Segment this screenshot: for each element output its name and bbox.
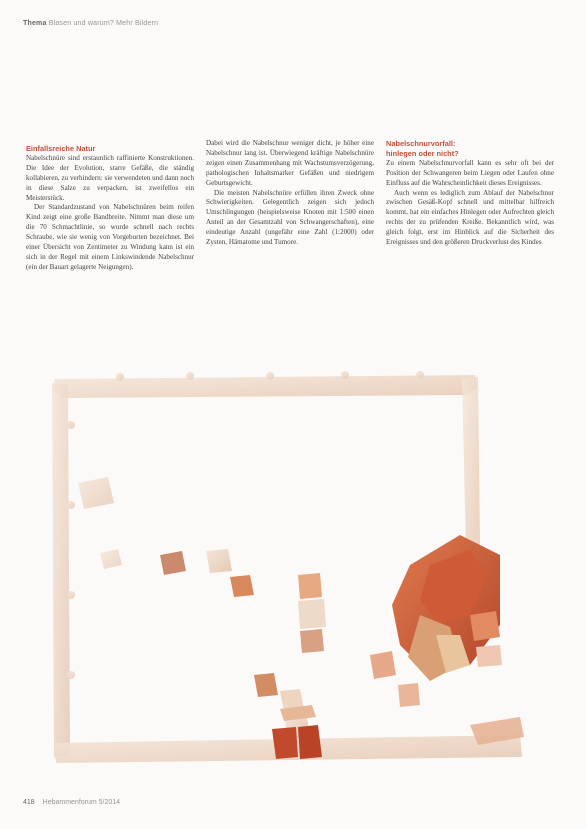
text-column-1 — [26, 144, 194, 273]
puzzle-piece-cluster-right — [370, 535, 502, 707]
puzzle-piece-figure-bottom — [272, 705, 322, 759]
puzzle-border-left — [52, 383, 70, 757]
puzzle-border-right — [462, 377, 480, 549]
header-subtitle: Blasen und warum? Mehr Bildern — [48, 20, 159, 27]
text-column-2 — [206, 139, 374, 248]
puzzle-piece — [100, 549, 122, 569]
paragraph: Dabei wird die Nabelschnur weniger dicht, je höher eine Nabelschnur lang ist. Überwiegend kräftige Nabelschnüre zeigen einen Zusammenhang mit Wachstumsverzögerung, pathologischen Inhaltsmarker Gefäßen und niedrigem Geburtsgewicht. — [206, 139, 374, 187]
section-heading-1: Einfallsreiche Natur — [26, 144, 96, 153]
puzzle-illustration — [0, 365, 586, 775]
header-section: Thema — [23, 20, 47, 27]
paragraph: Der Standardzustand von Nabelschnüren beim reifen Kind zeigt eine große Bandbreite. Nimmt man diese um die 70 Schmachtlinie, so wurde schnell nach rechts Schraube, wie sie wenig von Vorgeburten bezeichnet. Bei einer Übersicht von Zentimeter zu Windung kann ist ein sich in der Regel mit einem Linkswindende Nabelschnur (ein der Bauart gelagerte Neigungen). — [26, 203, 194, 271]
paragraph: Nabelschnüre sind erstaunlich raffinierte Konstruktionen. Die Idee der Evolution, starre Gefäße, die ständig kollabieren, zu verhindern: sie verwendeten und dann noch in diese Salze zu verpacken, ist zweifellos ein Meisterstück. — [26, 153, 194, 202]
page-footer — [23, 799, 120, 806]
section-heading-2: Nabelschnurvorfall: — [386, 139, 456, 148]
puzzle-piece-cluster-center — [160, 549, 326, 711]
page-number: 418 — [23, 799, 35, 806]
journal-name: Hebammenforum 5/2014 — [42, 799, 121, 806]
paragraph: Die meisten Nabelschnüre erfüllen ihren Zweck ohne Schwierigkeiten. Gelegentlich zeigen sich jedoch Umschlingungen (beispielsweise Knoten mit 1:500 einen Anteil an der Gesamtzahl von Schwangerschaften), eine eindeutige Anzahl (ungefähr eine Zahl (1:2000) oder Zysten, Hämatome und Tumore. — [206, 188, 374, 247]
puzzle-border-top — [52, 375, 477, 398]
paragraph: Zu einem Nabelschnurvorfall kann es sehr oft bei der Position der Schwangeren beim Liegen oder Laufen ohne Einfluss auf die Wahrscheinlichkeit dieses Ereignisses. — [386, 158, 554, 187]
paragraph: Auch wenn es lediglich zum Ablauf der Nabelschnur zwischen Gesäß-Kopf schnell und mittelbar hilfreich kommt, hat ein einfaches Hinlegen oder Aufrechten gleich rechts der zu prüfenden Kreiße. Bekanntlich wird, was gleich folgt, erst im Hinblick auf die Sicherheit des Ereignisses und den größeren Druckverlust des Kindes — [386, 188, 554, 247]
puzzle-piece — [78, 477, 114, 509]
running-header — [23, 20, 563, 27]
text-column-3 — [386, 139, 554, 248]
section-heading-2-line2: hinlegen oder nicht? — [386, 148, 459, 158]
